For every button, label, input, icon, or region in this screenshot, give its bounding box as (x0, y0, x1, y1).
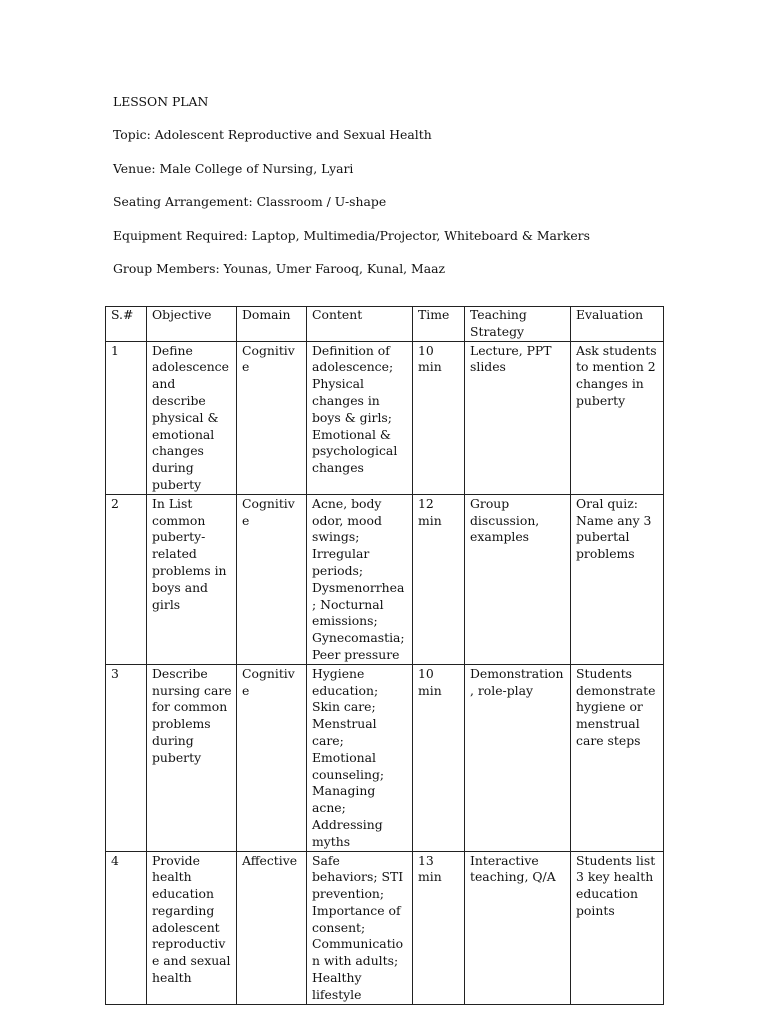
cell-evaluation: Students demonstrate hygiene or menstrual care steps (571, 664, 664, 851)
cell-sn: 4 (106, 851, 147, 1004)
column-header-sn: S.# (106, 307, 147, 342)
cell-time: 12 min (413, 494, 465, 664)
document-title: LESSON PLAN (113, 94, 209, 109)
cell-strategy: Interactive teaching, Q/A (465, 851, 571, 1004)
cell-content: Safe behaviors; STI prevention; Importance of consent; Communication with adults; Healthy lifestyle (307, 851, 413, 1004)
column-header-objective: Objective (147, 307, 237, 342)
cell-sn: 1 (106, 341, 147, 494)
table-row (106, 851, 664, 1004)
lesson-plan-table (105, 306, 664, 1005)
cell-strategy: Lecture, PPT slides (465, 341, 571, 494)
cell-content: Definition of adolescence; Physical changes in boys & girls; Emotional & psychological changes (307, 341, 413, 494)
column-header-content: Content (307, 307, 413, 342)
cell-domain: Affective (237, 851, 307, 1004)
cell-time: 10 min (413, 341, 465, 494)
table-header-row (106, 307, 664, 342)
equipment-line: Equipment Required: Laptop, Multimedia/Projector, Whiteboard & Markers (113, 228, 590, 243)
table-row (106, 341, 664, 494)
column-header-domain: Domain (237, 307, 307, 342)
cell-evaluation: Ask students to mention 2 changes in puberty (571, 341, 664, 494)
group-members-line: Group Members: Younas, Umer Farooq, Kunal, Maaz (113, 261, 446, 276)
cell-evaluation: Oral quiz: Name any 3 pubertal problems (571, 494, 664, 664)
cell-objective: In List common puberty-related problems in boys and girls (147, 494, 237, 664)
cell-sn: 2 (106, 494, 147, 664)
cell-domain: Cognitive (237, 664, 307, 851)
cell-time: 10 min (413, 664, 465, 851)
cell-strategy: Demonstration, role-play (465, 664, 571, 851)
cell-evaluation: Students list 3 key health education points (571, 851, 664, 1004)
cell-sn: 3 (106, 664, 147, 851)
cell-strategy: Group discussion, examples (465, 494, 571, 664)
column-header-teaching-strategy: Teaching Strategy (465, 307, 571, 342)
venue-line: Venue: Male College of Nursing, Lyari (113, 161, 354, 176)
cell-objective: Define adolescence and describe physical & emotional changes during puberty (147, 341, 237, 494)
table-row (106, 664, 664, 851)
cell-domain: Cognitive (237, 494, 307, 664)
cell-objective: Provide health education regarding adolescent reproductive and sexual health (147, 851, 237, 1004)
cell-domain: Cognitive (237, 341, 307, 494)
cell-time: 13 min (413, 851, 465, 1004)
table-row (106, 494, 664, 664)
seating-line: Seating Arrangement: Classroom / U-shape (113, 194, 387, 209)
cell-content: Acne, body odor, mood swings; Irregular periods; Dysmenorrhea; Nocturnal emissions; Gynecomastia; Peer pressure (307, 494, 413, 664)
topic-line: Topic: Adolescent Reproductive and Sexual Health (113, 127, 432, 142)
cell-content: Hygiene education; Skin care; Menstrual care; Emotional counseling; Managing acne; Addressing myths (307, 664, 413, 851)
column-header-time: Time (413, 307, 465, 342)
cell-objective: Describe nursing care for common problems during puberty (147, 664, 237, 851)
column-header-evaluation: Evaluation (571, 307, 664, 342)
